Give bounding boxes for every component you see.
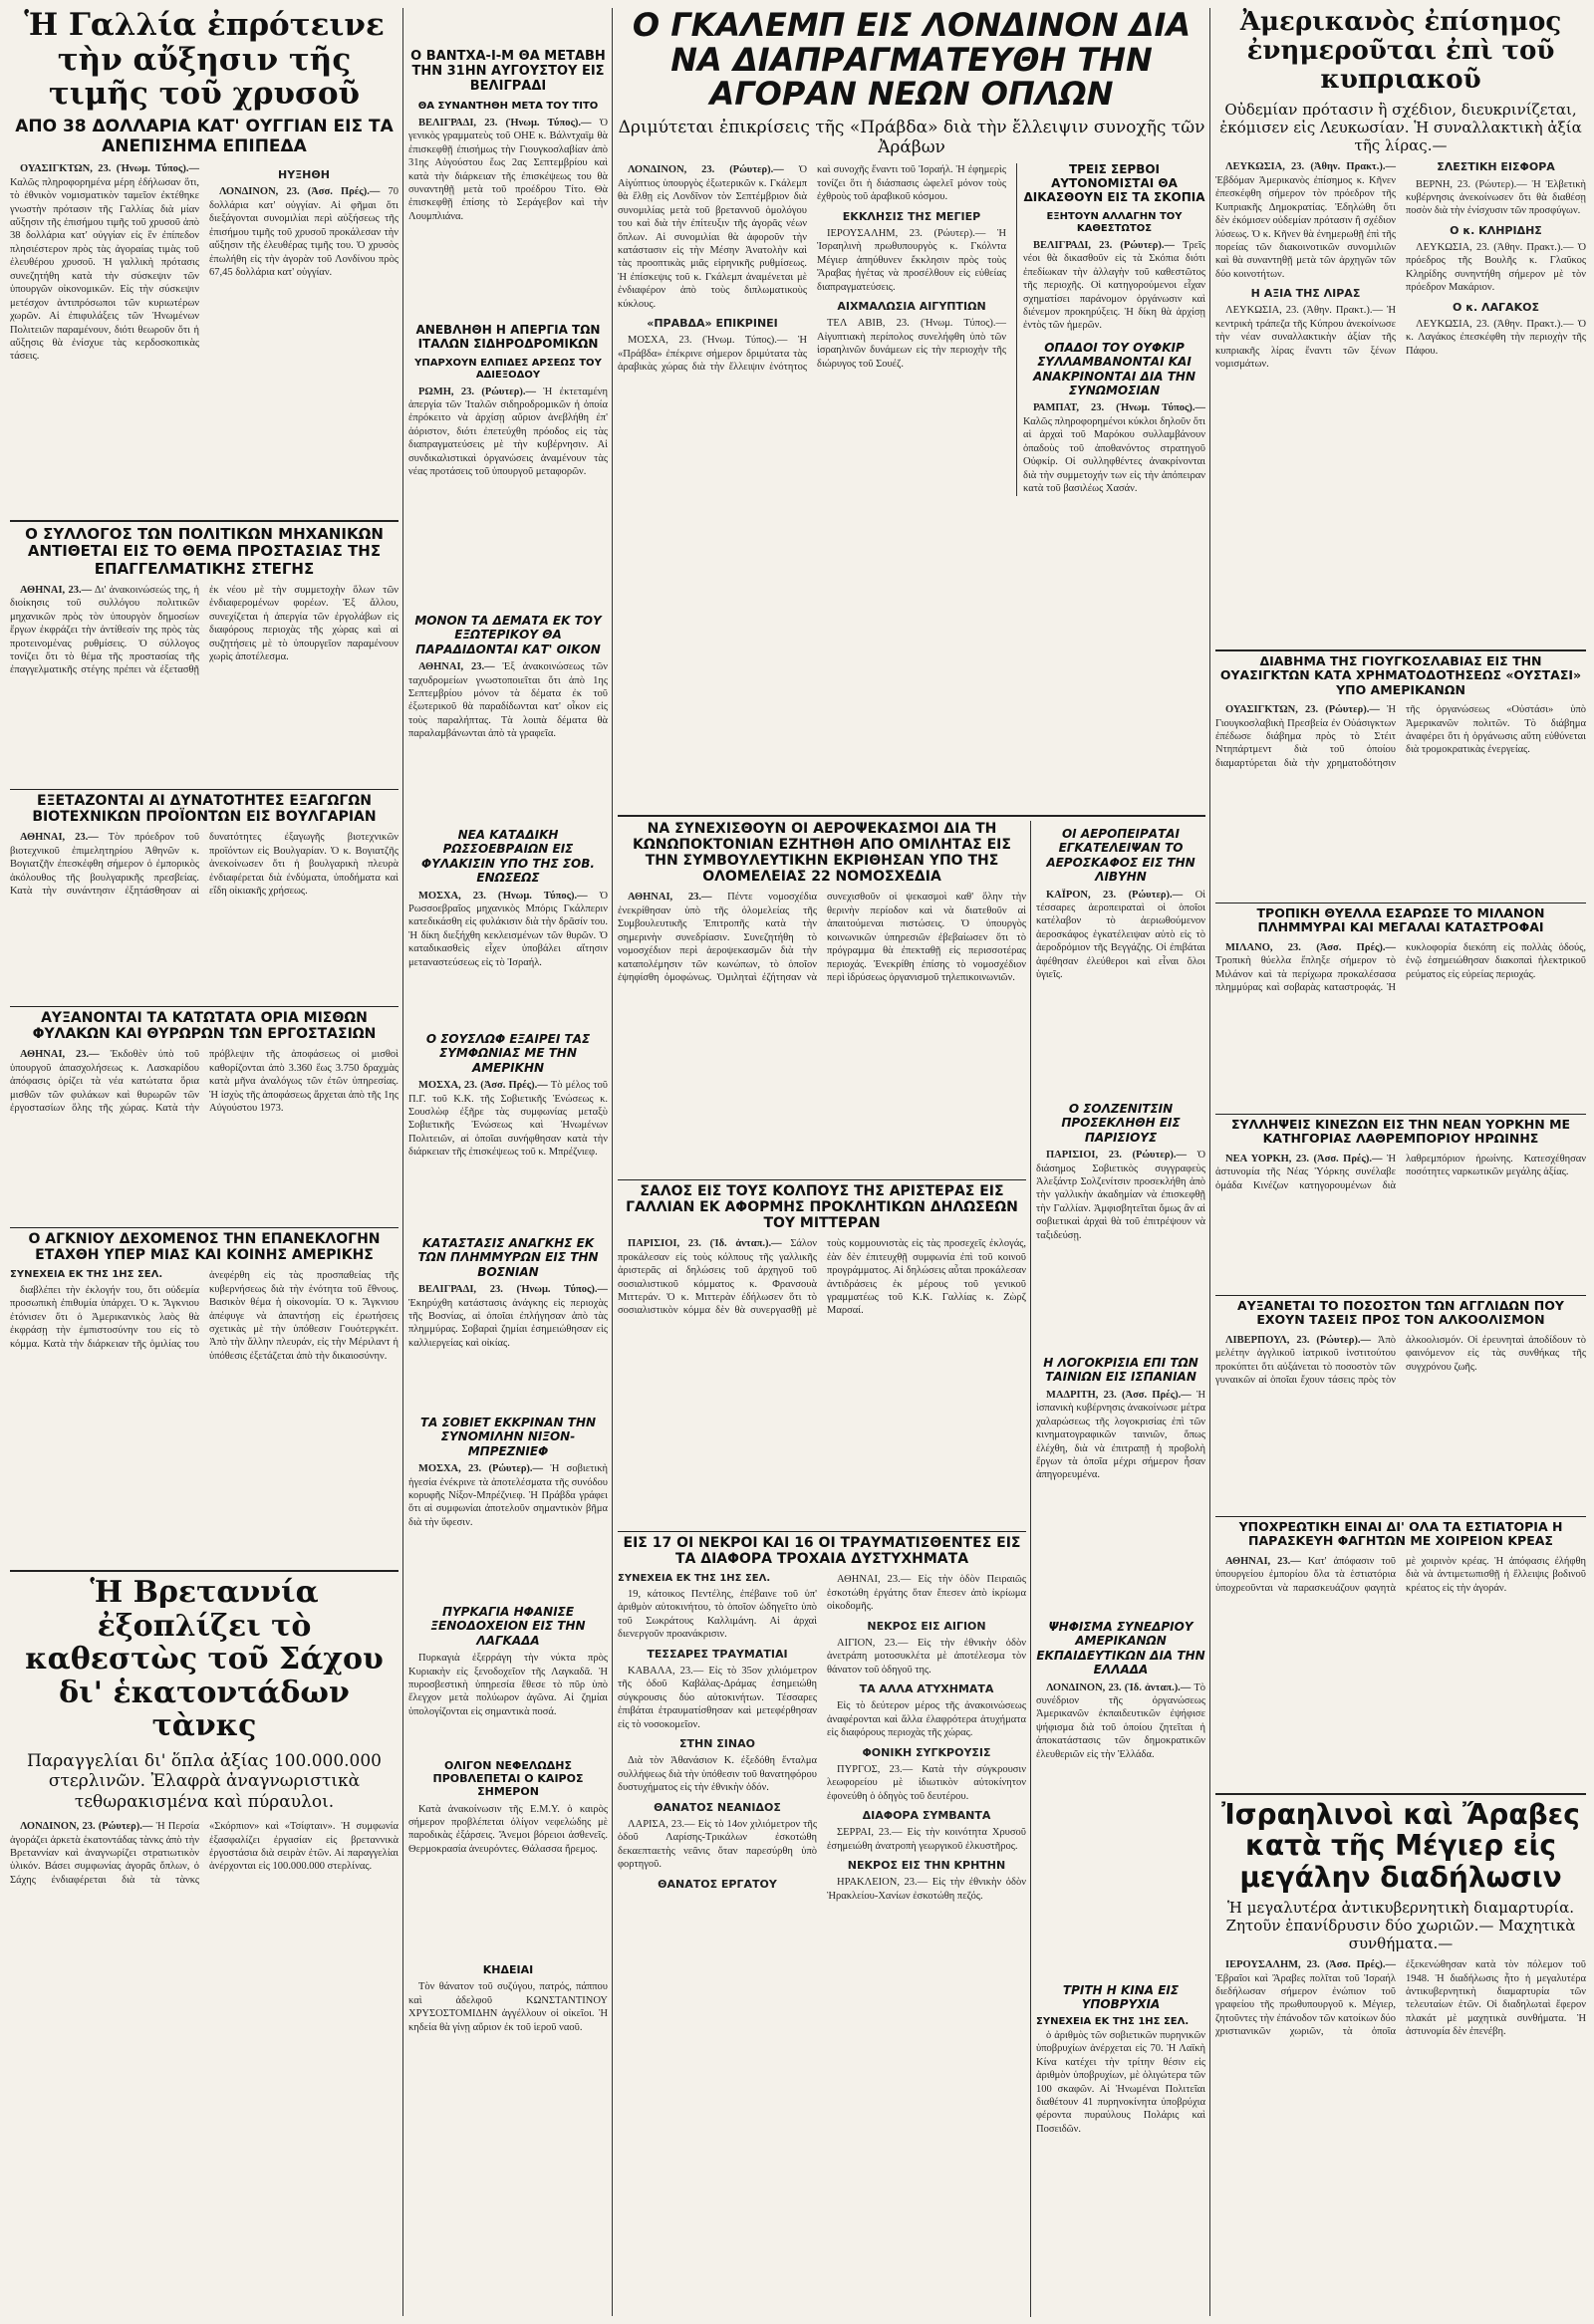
subhead-vance: ΘΑ ΣΥΝΑΝΤΗΘΗ ΜΕΤΑ ΤΟΥ ΤΙΤΟ [417, 100, 599, 112]
body10-accidents: ΗΡΑΚΛΕΙΟΝ, 23.— Εἰς τὴν ἐθνικὴν ὁδὸν Ἡρακλείου-Χανίων ἐσκοτώθη πεζός. [827, 1877, 1026, 1902]
body8-accidents: ΠΥΡΓΟΣ, 23.— Κατὰ τὴν σύγκρουσιν λεωφορείου μὲ ἰδιωτικὸν αὐτοκίνητον ἐφονεύθη ὁ ὁδηγὸς τοῦ δευτέρου. [827, 1763, 1026, 1802]
body-senate: Τὸ συνέδριον τῆς ὀργανώσεως Ἀμερικανῶν ἐκπαιδευτικῶν ἐψήφισε ψήφισμα διὰ τοῦ ὁποίου ζητεῖται ἡ ἀποκατάστασις τῶν δημοκρατικῶν ἐλευθεριῶν εἰς τὴν Ἑλλάδα. [1036, 1681, 1205, 1760]
article-fire [408, 1599, 608, 1748]
dateline-wages: ΑΘΗΝΑΙ, 23.— [20, 1049, 100, 1061]
headline-gold: Ἡ Γαλλία ἐπρότεινε τὴν αὔξησιν τῆς τιμῆς τοῦ χρυσοῦ [24, 8, 385, 113]
sub3-cyprus: ΣΛΕΣΤΙΚΗ ΕΙΣΦΟΡΑ [1437, 160, 1555, 174]
body-trade: Ἐξ ἀνακοινώσεως τῶν ταχυδρομείων γνωστοποιεῖται ὅτι ἀπὸ 1ης Σεπτεμβρίου μόνον τὰ δέματα ἐκ τοῦ ἐξωτερικοῦ θὰ παραδίδωνται κατ' οἶκον εἰς τοὺς παραλήπτας. Τὰ λοιπὰ δέματα θὰ παραλαμβάνωνται ἀπὸ τὰ γραφεῖα. [408, 661, 608, 740]
headline-fire: ΠΥΡΚΑΓΙΑ ΗΦΑΝΙΣΕ ΞΕΝΟΔΟΧΕΙΟΝ ΕΙΣ ΤΗΝ ΛΑΓΚΑΔΑ [430, 1605, 586, 1648]
article-heroin [1215, 1118, 1586, 1292]
dateline-engineers: ΑΘΗΝΑΙ, 23.— [20, 584, 93, 596]
dateline-suslov: ΜΟΣΧΑ, 23. (Ἀσσ. Πρές).— [418, 1080, 548, 1092]
headline-alcohol: ΑΥΞΑΝΕΤΑΙ ΤΟ ΠΟΣΟΣΤΟΝ ΤΩΝ ΑΓΓΛΙΔΩΝ ΠΟΥ ΕΧΟΥΝ ΤΑΣΕΙΣ ΠΡΟΣ ΤΟΝ ΑΛΚΟΟΛΙΣΜΟΝ [1237, 1299, 1564, 1328]
dateline-strike: ΡΩΜΗ, 23. (Ρώυτερ).— [418, 386, 536, 397]
dateline-gromyko: ΛΟΝΔΙΝΟΝ, 23. (Ρώυτερ).— [628, 164, 784, 176]
article-china [1036, 1977, 1205, 2316]
article-israel [1215, 1799, 1586, 2317]
dateline-censor: ΜΑΔΡΙΤΗ, 23. (Ἀσσ. Πρές).— [1046, 1389, 1192, 1401]
body3-gromyko: ΙΕΡΟΥΣΑΛΗΜ, 23. (Ρώυτερ).— Ἡ Ἰσραηλινὴ πρωθυπουργὸς κ. Γκόλντα Μέγιερ ἀπηύθυνεν ἔκκλησιν πρὸς τοὺς Ἄραβας ἡγέτας νὰ προσέλθουν εἰς εὐθείας διαπραγματεύσεις. [817, 227, 1006, 293]
article-strike [408, 324, 608, 603]
body-engineers: Δι' ἀνακοινώσεώς της, ἡ διοίκησις τοῦ συλλόγου πολιτικῶν μηχανικῶν πρὸς τὸν ὑπουργὸν δημοσίων ἔργων ἐκφράζει τὴν ἀντίθεσίν της πρὸς τὰς προτεινομένας ρυθμίσεις. Ὁ σύλλογος τονίζει ὅτι τὸ θέμα τῆς προστασίας τῆς ἐπαγγελματικῆς στέγης πρέπει νὰ ἐξετασθῇ ἐκ νέου μὲ τὴν συμμετοχὴν ὅλων τῶν ἐνδιαφερομένων φορέων. Ἐξ ἄλλου, συνεχίζεται ἡ ἀπεργία τῶν ἐργολάβων εἰς διαφόρους περιοχὰς τῆς χώρας καὶ αἱ συζητήσεις μὲ τὸ ὑπουργεῖον παραμένουν χωρὶς ἀποτέλεσμα. [10, 584, 398, 676]
headline-gromyko: Ο ΓΚΑΛΕΜΠ ΕΙΣ ΛΟΝΔΙΝΟΝ ΔΙΑ ΝΑ ΔΙΑΠΡΑΓΜΑΤΕΥΘΗ ΤΗΝ ΑΓΟΡΑΝ ΝΕΩΝ ΟΠΛΩΝ [632, 8, 1192, 114]
headline-cyprus: Ἀμερικανὸς ἐπίσημος ἐνημεροῦται ἐπὶ τοῦ κυπριακοῦ [1239, 8, 1562, 96]
dateline-solzhenitsyn: ΠΑΡΙΣΙΟΙ, 23. (Ρώυτερ).— [1046, 1150, 1188, 1162]
headline-heroin: ΣΥΛΛΗΨΕΙΣ ΚΙΝΕΖΩΝ ΕΙΣ ΤΗΝ ΝΕΑΝ ΥΟΡΚΗΝ ΜΕ ΚΑΤΗΓΟΡΙΑΣ ΛΑΘΡΕΜΠΟΡΙΟΥ ΗΡΩΙΝΗΣ [1230, 1118, 1571, 1147]
headline-exports: ΕΞΕΤΑΖΟΝΤΑΙ ΑΙ ΔΥΝΑΤΟΤΗΤΕΣ ΕΞΑΓΩΓΩΝ ΒΙΟΤΕΧΝΙΚΩΝ ΠΡΟΪΟΝΤΩΝ ΕΙΣ ΒΟΥΛΓΑΡΙΑΝ [32, 793, 377, 826]
body-accidents: 19, κάτοικος Πεντέλης, ἐπέβαινε τοῦ ὑπ' ἀριθμὸν αὐτοκινήτου, τὸ ὁποῖον ὡδηγεῖτο ὑπὸ τοῦ Σωκράτους Καλλιμάνη. Αἱ ἀρχαὶ διενεργοῦν προανάκρισιν. [618, 1588, 817, 1641]
body-alcohol: Ἀπὸ μελέτην ἀγγλικοῦ ἰατρικοῦ ἰνστιτούτου προκύπτει ὅτι αὐξάνεται τὸ ποσοστὸν τῶν γυναικῶν αἱ ὁποῖαι ἔχουν τάσεις πρὸς τὸν ἀλκοολισμόν. Οἱ ἐρευνηταὶ ἀποδίδουν τὸ φαινόμενον εἰς τὰς συνθήκας τῆς συγχρόνου ζωῆς. [1215, 1334, 1586, 1387]
article-wages [10, 1010, 398, 1224]
article-rosegardens [408, 822, 608, 1021]
body-censor: Ἡ ἰσπανικὴ κυβέρνησις ἀνακοίνωσε μέτρα χαλαρώσεως τῆς λογοκρισίας ἐπὶ τῶν κινηματογραφικῶν ταινιῶν, ὅπως ἐλέχθη, διὰ νὰ ἐπιτραπῇ ἡ προβολὴ ἔργων τὰ ὁποῖα μέχρι σήμερον ἦσαν ἀπηγορευμένα. [1036, 1389, 1205, 1481]
article-libya [1036, 821, 1205, 1090]
body7-accidents: Εἰς τὸ δεύτερον μέρος τῆς ἀνακοινώσεως ἀναφέρονται καὶ ἄλλα ἐλαφρότερα ἀτυχήματα εἰς διαφόρους περιοχὰς τῆς χώρας. [827, 1700, 1026, 1739]
sub2-cyprus: Η ΑΞΙΑ ΤΗΣ ΛΙΡΑΣ [1250, 287, 1361, 301]
body-weather: Κατὰ ἀνακοίνωσιν τῆς Ε.Μ.Υ. ὁ καιρὸς σήμερον προβλέπεται ὀλίγον νεφελώδης μὲ παροδικὰς ἐξάρσεις. Ἄνεμοι βόρειοι ἀσθενεῖς. Θερμοκρασία ἀνευρόντες. Θάλασσα ἤρεμος. [408, 1803, 608, 1855]
article-france [618, 1183, 1026, 1527]
headline-suslov: Ο ΣΟΥΣΛΩΦ ΕΞΑΙΡΕΙ ΤΑΣ ΣΥΜΦΩΝΙΑΣ ΜΕ ΤΗΝ ΑΜΕΡΙΚΗΝ [425, 1032, 591, 1075]
body4-gromyko: ΤΕΛ ΑΒΙΒ, 23. (Ἠνωμ. Τύπος).— Αἰγυπτιακὴ περίπολος συνελήφθη ὑπὸ τῶν ἰσραηλινῶν δυνάμεων εἰς τὴν περιοχὴν τῆς διώρυγος τοῦ Σουέζ. [817, 318, 1006, 370]
body-fire: Πυρκαγιὰ ἐξερράγη τὴν νύκτα πρὸς Κυριακὴν εἰς ξενοδοχεῖον τῆς Λαγκαδᾶ. Ἡ πυροσβεστικὴ ὑπηρεσία ἔθεσε τὸ πῦρ ὑπὸ ἔλεγχον μετὰ πολύωρον ἀγῶνα. Αἱ ζημίαι ὑπολογίζονται εἰς σημαντικὰ ποσά. [408, 1653, 608, 1717]
body-exports: Τὸν πρόεδρον τοῦ βιοτεχνικοῦ ἐπιμελητηρίου Ἀθηνῶν κ. Βογιατζῆν ἐπεσκέφθη σήμερον ὁ ἐμπορικὸς ἀκόλουθος τῆς βουλγαρικῆς πρεσβείας. Κατὰ τὴν συνάντησιν ἐξητάσθησαν αἱ δυνατότητες ἐξαγωγῆς βιοτεχνικῶν προϊόντων εἰς Βουλγαρίαν. Ὁ κ. Βογιατζῆς ἀνεκοίνωσεν ὅτι ἡ βουλγαρικὴ πλευρὰ ἐνδιαφέρεται διὰ ἐνδύματα, ὑποδήματα καὶ εἴδη οἰκιακῆς χρήσεως. [10, 832, 398, 897]
dateline-france: ΠΑΡΙΣΙΟΙ, 23. (Ἰδ. ἀνταπ.).— [628, 1238, 782, 1250]
headline-france: ΣΑΛΟΣ ΕΙΣ ΤΟΥΣ ΚΟΛΠΟΥΣ ΤΗΣ ΑΡΙΣΤΕΡΑΣ ΕΙΣ ΓΑΛΛΙΑΝ ΕΚ ΑΦΟΡΜΗΣ ΠΡΟΚΛΗΤΙΚΩΝ ΔΗΛΩΣΕΩΝ ΤΟΥ ΜΙΤΤΕΡΑΝ [626, 1183, 1018, 1232]
headline-solzhenitsyn: Ο ΣΟΛΖΕΝΙΤΣΙΝ ΠΡΟΣΕΚΛΗΘΗ ΕΙΣ ΠΑΡΙΣΙΟΥΣ [1061, 1102, 1181, 1145]
body2-cyprus: ΛΕΥΚΩΣΙΑ, 23. (Ἀθην. Πρακτ.).— Ἡ κεντρικὴ τράπεζα τῆς Κύπρου ἀνεκοίνωσε τὴν νέαν συναλλακτικὴν ἀξίαν τῆς κυπριακῆς λίρας ἔναντι τῶν ξένων νομισμάτων. [1215, 305, 1396, 371]
body-heroin: Ἡ ἀστυνομία τῆς Νέας Ὑόρκης συνέλαβε ὁμάδα Κινέζων κατηγορουμένων διὰ λαθρεμπόριον ἡρωίνης. Κατεσχέθησαν ποσότητες ναρκωτικῶν μεγάλης ἀξίας. [1215, 1153, 1586, 1191]
headline-yugo: ΔΙΑΒΗΜΑ ΤΗΣ ΓΙΟΥΓΚΟΣΛΑΒΙΑΣ ΕΙΣ ΤΗΝ ΟΥΑΣΙΓΚΤΩΝ ΚΑΤΑ ΧΡΗΜΑΤΟΔΟΤΗΣΕΩΣ «ΟΥΣΤΑΣΙ» ΥΠΟ ΑΜΕΡΙΚΑΝΩΝ [1219, 654, 1582, 697]
headline-trade: ΜΟΝΟΝ ΤΑ ΔΕΜΑΤΑ ΕΚ ΤΟΥ ΕΞΩΤΕΡΙΚΟΥ ΘΑ ΠΑΡΑΔΙΔΟΝΤΑΙ ΚΑΤ' ΟΙΚΟΝ [414, 614, 602, 656]
subhead-britain: Παραγγελίαι δι' ὅπλα ἀξίας 100.000.000 στερλινῶν. Ἐλαφρὰ ἀναγνωριστικὰ τεθωρακισμένα καὶ πύραυλοι. [26, 1750, 382, 1812]
body-gromyko: Ὁ Αἰγύπτιος ὑπουργὸς ἐξωτερικῶν κ. Γκάλεμπ θὰ ἔλθῃ εἰς Λονδῖνον τὸν Σεπτέμβριον διὰ συνομιλίας μετὰ τοῦ βρεταννοῦ ὁμολόγου του καὶ διὰ τὴν ἐπίτευξιν τῆς ἀγορᾶς νέων ὅπλων. Αἱ συνομιλίαι θὰ ἀφοροῦν τὴν κατάστασιν εἰς τὴν Μέσην Ἀνατολὴν καὶ τὰς προοπτικὰς μιᾶς εἰρηνικῆς ρυθμίσεως. Ἡ ἐπίσκεψις τοῦ κ. Γκάλεμπ ἀναμένεται μὲ ἐνδιαφέρον ἀπὸ τοὺς διπλωματικοὺς κύκλους. [618, 164, 807, 310]
headline-china: ΤΡΙΤΗ Η ΚΙΝΑ ΕΙΣ ΥΠΟΒΡΥΧΙΑ [1062, 1983, 1180, 2012]
article-britain [10, 1576, 398, 2313]
dateline-alcohol: ΛΙΒΕΡΠΟΥΛ, 23. (Ρώυτερ).— [1225, 1334, 1371, 1346]
headline-engineers: Ο ΣΥΛΛΟΓΟΣ ΤΩΝ ΠΟΛΙΤΙΚΩΝ ΜΗΧΑΝΙΚΩΝ ΑΝΤΙΘΕΤΑΙ ΕΙΣ ΤΟ ΘΕΜΑ ΠΡΟΣΤΑΣΙΑΣ ΤΗΣ ΕΠΑΓΓΕΛΜΑΤΙΚΗΣ ΣΤΕΓΗΣ [25, 526, 384, 578]
headline-senate: ΨΗΦΙΣΜΑ ΣΥΝΕΔΡΙΟΥ ΑΜΕΡΙΚΑΝΩΝ ΕΚΠΑΙΔΕΥΤΙΚΩΝ ΔΙΑ ΤΗΝ ΕΛΛΑΔΑ [1036, 1620, 1205, 1678]
body6-accidents: ΑΙΓΙΟΝ, 23.— Εἰς τὴν ἐθνικὴν ὁδὸν ἀνετράπη μοτοσυκλέτα μὲ ἀποτέλεσμα τὸν θάνατον τοῦ ὁδηγοῦ της. [827, 1637, 1026, 1676]
headline-aircraft: ΝΑ ΣΥΝΕΧΙΣΘΟΥΝ ΟΙ ΑΕΡΟΨΕΚΑΣΜΟΙ ΔΙΑ ΤΗ ΚΩΝΩΠΟΚΤΟΝΙΑΝ ΕΖΗΤΗΘΗ ΑΠΟ ΟΜΙΛΗΤΑΣ ΕΙΣ ΤΗΝ ΣΥΜΒΟΥΛΕΥΤΙΚΗΝ ΕΚΡΙΘΗΣΑΝ ΥΠΟ ΤΗΣ ΟΛΟΜΕΛΕΙΑΣ 22 ΝΟΜΟΣΧΕΔΙΑ [633, 821, 1011, 886]
body5-cyprus: ΛΕΥΚΩΣΙΑ, 23. (Ἀθην. Πρακτ.).— Ὁ κ. Λαγάκος ἐπεσκέφθη τὴν περιοχὴν τῆς Πάφου. [1406, 318, 1586, 357]
article-gromyko [618, 8, 1205, 815]
body3-cyprus: ΒΕΡΝΗ, 23. (Ρώυτερ).— Ἡ Ἑλβετικὴ κυβέρνησις ἀνεκοίνωσεν ὅτι θὰ διαθέσῃ ποσὸν διὰ τὴν ἐνίσχυσιν τῶν προσφύγων. [1406, 178, 1586, 217]
sub5-accidents: ΘΑΝΑΤΟΣ ΕΡΓΑΤΟΥ [658, 1877, 777, 1891]
sub6-accidents: ΝΕΚΡΟΣ ΕΙΣ ΑΙΓΙΟΝ [867, 1619, 986, 1633]
body2-gromyko: ΜΟΣΧΑ, 23. (Ἠνωμ. Τύπος).— Ἡ «Πράβδα» ἐπέκρινε σήμερον δριμύτατα τὰς ἀραβικὰς χώρας διὰ τὴν ἔλλειψιν ἑνότητος καὶ συνοχῆς ἔναντι τοῦ Ἰσραήλ. Ἡ ἐφημερὶς τονίζει ὅτι ἡ διάσπασις ὠφελεῖ μόνον τοὺς ἐχθροὺς τοῦ ἀραβικοῦ κόσμου. [618, 164, 1006, 374]
subhead-strike: ΥΠΑΡΧΟΥΝ ΕΛΠΙΔΕΣ ΑΡΣΕΩΣ ΤΟΥ ΑΔΙΕΞΟΔΟΥ [414, 357, 602, 381]
body-serbs: Τρεῖς νέοι θὰ δικασθοῦν εἰς τὰ Σκόπια διότι ἐπεδίωκαν τὴν ἀλλαγὴν τοῦ καθεστῶτος τῆς περιοχῆς. Οἱ κατηγορούμενοι εἶχαν σχηματίσει παράνομον ὀργάνωσιν καὶ διένεμον προκηρύξεις. Ἡ δίκη θὰ ἀρχίσῃ ἐντὸς τῶν ἡμερῶν. [1023, 239, 1205, 332]
article-vance [408, 50, 608, 319]
headline-agnew: Ο ΑΓΚΝΙΟΥ ΔΕΧΟΜΕΝΟΣ ΤΗΝ ΕΠΑΝΕΚΛΟΓΗΝ ΕΤΑΧΘΗ ΥΠΕΡ ΜΙΑΣ ΚΑΙ ΚΟΙΝΗΣ ΑΜΕΡΙΚΗΣ [28, 1231, 381, 1264]
body9-accidents: ΣΕΡΡΑΙ, 23.— Εἰς τὴν κοινότητα Χρυσοῦ ἐσημειώθη ἀνατροπὴ γεωργικοῦ ἐλκυστῆρος. [827, 1827, 1026, 1852]
sub3-accidents: ΣΤΗΝ ΣΙΝΑΟ [679, 1737, 755, 1751]
subhead4-gromyko: ΑΙΧΜΑΛΩΣΙΑ ΑΙΓΥΠΤΙΩΝ [837, 300, 986, 314]
dateline-soviet: ΜΟΣΧΑ, 23. (Ρώυτερ).— [418, 1463, 544, 1475]
headline-weather: ΟΛΙΓΟΝ ΝΕΦΕΛΩΔΗΣ ΠΡΟΒΛΕΠΕΤΑΙ Ο ΚΑΙΡΟΣ ΣΗΜΕΡΟΝ [432, 1759, 584, 1799]
article-ufir [1023, 341, 1205, 496]
subhead-gold: ΑΠΟ 38 ΔΟΛΛΑΡΙΑ ΚΑΤ' ΟΥΓΓΙΑΝ ΕΙΣ ΤΑ ΑΝΕΠΙΣΗΜΑ ΕΠΙΠΕΔΑ [15, 117, 394, 156]
dateline-exports: ΑΘΗΝΑΙ, 23.— [20, 832, 99, 844]
headline-israel: Ἰσραηλινοὶ καὶ Ἄραβες κατὰ τῆς Μέγιερ εἰς μεγάλην διαδήλωσιν [1221, 1799, 1580, 1894]
dateline-libya: ΚΑΪΡΟΝ, 23. (Ρώυτερ).— [1046, 889, 1184, 901]
body-agnew: διαβλέπει τὴν ἐκλογήν του, ὅτι οὐδεμία προσωπικὴ ἐπιθυμία ὑπάρχει. Ὁ κ. Ἄγκνιου ἐτόνισεν ὅτι ὁ Ἀμερικανικὸς λαὸς θὰ ἐκφράσῃ τὴν ἐμπιστοσύνην του εἰς τὸ κόμμα. Κατὰ τὴν διάρκειαν τῆς ὁμιλίας του ἀνεφέρθη εἰς τὰς προσπαθείας τῆς κυβερνήσεως διὰ τὴν ἑνότητα τοῦ ἔθνους. Βασικὸν θέμα ἡ οἰκονομία. Ὁ κ. Ἄγκνιου ἀπέφυγε νὰ ἀπαντήσῃ εἰς ἐρωτήσεις σχετικὰς μὲ τὴν ὑπόθεσιν Γουότεργκέιτ. Ἀπὸ τὴν ἄλλην πλευράν, εἰς τὴν Μέριλαντ ἡ ὑπόθεσις ἐξετάζεται ἀπὸ τὴν δικαιοσύνην. [10, 1270, 398, 1362]
headline-vance: Ο ΒΑΝΤΧΑ-Ι-Μ ΘΑ ΜΕΤΑΒΗ ΤΗΝ 31ΗΝ ΑΥΓΟΥΣΤΟΥ ΕΙΣ ΒΕΛΙΓΡΑΔΙ [410, 50, 606, 94]
headline-serbs: ΤΡΕΙΣ ΣΕΡΒΟΙ ΑΥΤΟΝΟΜΙΣΤΑΙ ΘΑ ΔΙΚΑΣΘΟΥΝ ΕΙΣ ΤΑ ΣΚΟΠΙΑ [1023, 162, 1205, 205]
article-exports [10, 793, 398, 1002]
dateline-trade: ΑΘΗΝΑΙ, 23.— [418, 661, 495, 673]
body-britain: Ἡ Περσία ἀγοράζει ἀρκετὰ ἑκατοντάδας τὰνκς ἀπὸ τὴν Βρεταννίαν καὶ ἀναγνωρίζει στρατιωτικὸν ὑλικόν. Βάσει συμφωνίας ἀγορᾶς ὅπλων, ὁ Σάχης ἐνδιαφέρεται διὰ τὰ τὰνκς «Σκόρπιον» καὶ «Τσίφταιν». Ἡ συμφωνία ἐξασφαλίζει ἐργασίαν εἰς βρεταννικὰ ἐργοστάσια διὰ σειρὰν ἐτῶν. Αἱ παραγγελίαι ἀνέρχονται εἰς 100.000.000 στερλίνας. [10, 1821, 398, 1886]
body-strike: Ἡ ἐκτεταμένη ἀπεργία τῶν Ἰταλῶν σιδηροδρομικῶν ἡ ὁποία ἐπρόκειτο νὰ ἀρχίσῃ αὔριον ἀνεβλήθη ἐπ' ἀόριστον, διότι ἐπετεύχθη πρόοδος εἰς τὰς διαπραγματεύσεις μὲ τὴν κυβέρνησιν. Αἱ συνδικαλιστικαὶ ὀργανώσεις ἀναμένουν τὰς νέας προτάσεις τοῦ ὑπουργοῦ μεταφορῶν. [408, 386, 608, 478]
article-bosnia [408, 1230, 608, 1405]
dateline-cyprus: ΛΕΥΚΩΣΙΑ, 23. (Ἀθην. Πρακτ.).— [1225, 161, 1396, 173]
dateline-britain: ΛΟΝΔΙΝΟΝ, 23. (Ρώυτερ).— [20, 1821, 153, 1833]
body-soviet: Ἡ σοβιετικὴ ἡγεσία ἐνέκρινε τὰ ἀποτελέσματα τῆς συνόδου κορυφῆς Νίξον-Μπρέζνιεφ. Ἡ Πράβδα γράφει ὅτι αἱ συμφωνίαι ἀποτελοῦν σημαντικὸν βῆμα διὰ τὴν ὕφεσιν. [408, 1463, 608, 1528]
article-trade [408, 608, 608, 817]
body3-accidents: Διὰ τὸν Ἀθανάσιον Κ. ἐξεδόθη ἔνταλμα συλλήψεως διὰ τὴν ὑπόθεσιν τοῦ θανατηφόρου δυστυχήματος εἰς τὴν ἐθνικὴν ὁδόν. [618, 1755, 817, 1794]
dateline-senate: ΛΟΝΔΙΝΟΝ, 23. (Ἰδ. ἀνταπ.).— [1046, 1681, 1192, 1693]
body-funeral: Τὸν θάνατον τοῦ συζύγου, πατρός, πάππου καὶ ἀδελφοῦ ΚΩΝΣΤΑΝΤΙΝΟΥ ΧΡΥΣΟΣΤΟΜΙΔΗΝ ἀγγέλλουν οἱ οἰκεῖοι. Ἡ κηδεία θὰ γίνῃ αὔριον ἐκ τοῦ ἱεροῦ ναοῦ. [408, 1981, 608, 2033]
subhead-gromyko: Δριμύτεται ἐπικρίσεις τῆς «Πράβδα» διὰ τὴν ἔλλειψιν συνοχῆς τῶν Ἀράβων [618, 117, 1205, 158]
sub10-accidents: ΝΕΚΡΟΣ ΕΙΣ ΤΗΝ ΚΡΗΤΗΝ [847, 1859, 1006, 1873]
headline-bosnia: ΚΑΤΑΣΤΑΣΙΣ ΑΝΑΓΚΗΣ ΕΚ ΤΩΝ ΠΛΗΜΜΥΡΩΝ ΕΙΣ ΤΗΝ ΒΟΣΝΙΑΝ [417, 1236, 599, 1279]
continued-agnew: ΣΥΝΕΧΕΙΑ ΕΚ ΤΗΣ 1ΗΣ ΣΕΛ. [10, 1269, 163, 1281]
dateline-rosegardens: ΜΟΣΧΑ, 23. (Ἠνωμ. Τύπος).— [418, 890, 588, 902]
headline-soviet: ΤΑ ΣΟΒΙΕΤ ΕΚΚΡΙΝΑΝ ΤΗΝ ΣΥΝΟΜΙΛΗΝ ΝΙΞΟΝ-ΜΠΡΕΖΝΙΕΦ [419, 1416, 597, 1458]
headline-funeral: ΚΗΔΕΙΑΙ [482, 1963, 534, 1976]
article-agnew [10, 1231, 398, 1565]
dateline-israel: ΙΕΡΟΥΣΑΛΗΜ, 23. (Ἀσσ. Πρές).— [1225, 1959, 1396, 1971]
article-serbs [1023, 163, 1205, 332]
body-china: ὁ ἀριθμὸς τῶν σοβιετικῶν πυρηνικῶν ὑποβρυχίων ἀνέρχεται εἰς 70. Ἡ Λαϊκὴ Κίνα κατέχει τὴν τρίτην θέσιν εἰς ἀριθμὸν ὑποβρυχίων, μὲ ὁλιγώτερα τῶν 100 σκαφῶν. Αἱ Ἡνωμέναι Πολιτεῖαι διαθέτουν 41 πυρηνοκίνητα ὑποβρύχια φέροντα πυραύλους Πολάρις καὶ Ποσειδῶν. [1036, 2029, 1205, 2135]
article-aircraft [618, 821, 1026, 1175]
sub4-accidents: ΘΑΝΑΤΟΣ ΝΕΑΝΙΔΟΣ [654, 1800, 781, 1814]
sub2-accidents: ΤΕΣΣΑΡΕΣ ΤΡΑΥΜΑΤΙΑΙ [647, 1647, 788, 1661]
dateline-ufir: ΡΑΜΠΑΤ, 23. (Ἠνωμ. Τύπος).— [1033, 402, 1205, 414]
body-rosegardens: Ὁ Ρωσσοεβραῖος μηχανικὸς Μπόρις Γκάλπεριν κατεδικάσθη εἰς φυλάκισιν διὰ τὴν δρᾶσίν του. Ἡ δίκη διεξήχθη κεκλεισμένων τῶν θυρῶν. Ὁ καταδικασθεὶς εἶχεν ὑποβάλει αἴτησιν μεταναστεύσεως εἰς τὸ Ἰσραήλ. [408, 890, 608, 968]
article-engineers [10, 526, 398, 785]
body-gold: Καλῶς πληροφορημένα μέρη ἐδήλωσαν ὅτι, τὸ ἐθνικὸν νομισματικὸν ταμεῖον ἐκτέθηκε γνωστὴν πρότασιν τῆς Γαλλίας διὰ μίαν αὔξησιν τῆς ἐπισήμου τιμῆς τοῦ χρυσοῦ ἀπὸ 38 δολλάρια κατ' οὐγγίαν εἰς ἓν ἐπίπεδον πλησιέστερον πρὸς τὰς ἀγοραίας τιμὰς τοῦ ἐλευθέρου χρυσοῦ. Ἡ γαλλικὴ πρότασις συνεζητήθη κατὰ τὴν σύσκεψιν τῶν ὑπουργῶν οἰκονομικῶν. Εἰς τὴν σύσκεψιν μετέσχον ἀντιπρόσωποι τῶν κυριωτέρων χωρῶν. Αἱ ἐπιφυλάξεις τῶν Ἡνωμένων Πολιτειῶν παραμένουν, διότι θεωροῦν ὅτι ἡ αὔξησις θὰ ἐνίσχυε τὰς κερδοσκοπικὰς τάσεις. [10, 176, 199, 363]
subhead2-gromyko: «ΠΡΑΒΔΑ» ΕΠΙΚΡΙΝΕΙ [647, 317, 778, 331]
article-gold [10, 8, 398, 516]
dateline-gold: ΟΥΑΣΙΓΚΤΩΝ, 23. (Ἠνωμ. Τύπος).— [20, 163, 199, 175]
subhead-cyprus: Οὐδεμίαν πρότασιν ἢ σχέδιον, διευκρινίζεται, ἐκόμισεν εἰς Λευκωσίαν. Ἡ συναλλακτικὴ ἀξία τῆς λίρας.— [1219, 101, 1582, 155]
body-suslov: Τὸ μέλος τοῦ Π.Γ. τοῦ Κ.Κ. τῆς Σοβιετικῆς Ἑνώσεως κ. Σουσλὼφ ἐξῆρε τὰς συμφωνίας μεταξὺ Σοβιετικῆς Ἑνώσεως καὶ Ἡνωμένων Πολιτειῶν, αἱ ὁποῖαι συνήφθησαν κατὰ τὴν διάρκειαν τῆς ἐπισκέψεως τοῦ κ. Μπρέζνιεφ. [408, 1080, 608, 1159]
article-soviet [408, 1410, 608, 1594]
article-senate [1036, 1614, 1205, 1972]
subhead-serbs: ΕΞΗΤΟΥΝ ΑΛΛΑΓΗΝ ΤΟΥ ΚΑΘΕΣΤΩΤΟΣ [1046, 210, 1183, 234]
article-alcohol [1215, 1299, 1586, 1513]
dateline-aircraft: ΑΘΗΝΑΙ, 23.— [628, 892, 712, 904]
continued-accidents: ΣΥΝΕΧΕΙΑ ΕΚ ΤΗΣ 1ΗΣ ΣΕΛ. [618, 1573, 771, 1585]
article-funeral [408, 1957, 608, 2316]
dateline-heroin: ΝΕΑ ΥΟΡΚΗ, 23. (Ἀσσ. Πρές).— [1225, 1153, 1383, 1164]
dateline-vance: ΒΕΛΙΓΡΑΔΙ, 23. (Ἠνωμ. Τύπος).— [418, 117, 592, 129]
dateline-bosnia: ΒΕΛΙΓΡΑΔΙ, 23. (Ἠνωμ. Τύπος).— [418, 1284, 608, 1296]
body-pork: Κατ' ἀπόφασιν τοῦ ὑπουργείου ἐμπορίου ὅλα τὰ ἑστιατόρια ὑποχρεοῦνται νὰ παρασκευάζουν φαγητὰ μὲ χοιρινὸν κρέας. Ἡ ἀπόφασις ἐλήφθη διὰ νὰ ἀντιμετωπισθῇ ἡ ἔλλειψις βοδινοῦ κρέατος εἰς τὴν ἀγοράν. [1215, 1555, 1586, 1594]
headline-wages: ΑΥΞΑΝΟΝΤΑΙ ΤΑ ΚΑΤΩΤΑΤΑ ΟΡΙΑ ΜΙΣΘΩΝ ΦΥΛΑΚΩΝ ΚΑΙ ΘΥΡΩΡΩΝ ΤΩΝ ΕΡΓΟΣΤΑΣΙΩΝ [32, 1010, 377, 1043]
continued-china: ΣΥΝΕΧΕΙΑ ΕΚ ΤΗΣ 1ΗΣ ΣΕΛ. [1036, 2015, 1190, 2027]
headline-milan: ΤΡΟΠΙΚΗ ΘΥΕΛΛΑ ΕΣΑΡΩΣΕ ΤΟ ΜΙΛΑΝΟΝ ΠΛΗΜΜΥΡΑΙ ΚΑΙ ΜΕΓΑΛΑΙ ΚΑΤΑΣΤΡΟΦΑΙ [1256, 906, 1545, 935]
body-aircraft: Πέντε νομοσχέδια ἐνεκρίθησαν ὑπὸ τῆς ὁλομελείας τῆς Συμβουλευτικῆς Ἐπιτροπῆς κατὰ τὴν σημερινὴν συνεδρίασιν. Συνεζητήθη τὸ νομοσχέδιον περὶ ἀεροψεκασμῶν διὰ τὴν καταπολέμησιν τῶν κωνώπων, τὸ ὁποῖον ἐψηφίσθη ὁμοφώνως. Ὁμιληταὶ ἐζήτησαν νὰ συνεχισθοῦν οἱ ψεκασμοὶ καθ' ὅλην τὴν θερινὴν περίοδον καὶ νὰ διατεθοῦν αἱ ἀπαιτούμεναι πιστώσεις. Ὁ ὑπουργὸς κοινωνικῶν ὑπηρεσιῶν ἐβεβαίωσεν ὅτι τὸ πρόγραμμα θὰ ἐπεκταθῇ εἰς περισσοτέρας περιοχάς. Ἐνεκρίθη ἐπίσης τὸ νομοσχέδιον περὶ ἱδρύσεως ὀργανισμοῦ τηλεπικοινωνιῶν. [618, 892, 1026, 983]
headline-censor: Η ΛΟΓΟΚΡΙΣΙΑ ΕΠΙ ΤΩΝ ΤΑΙΝΙΩΝ ΕΙΣ ΙΣΠΑΝΙΑΝ [1043, 1356, 1198, 1385]
side-dateline-gold: ΛΟΝΔΙΝΟΝ, 23. (Ἀσσ. Πρές).— [219, 186, 381, 198]
subhead3-gromyko: ΕΚΚΛΗΣΙΣ ΤΗΣ ΜΕΓΙΕΡ [842, 209, 981, 223]
body-libya: Οἱ τέσσαρες ἀεροπειραταὶ οἱ ὁποῖοι κατέλαβον τὸ ἀεριωθούμενον ἀεροσκάφος ἐγκατέλειψαν αὐτὸ εἰς τὸ ἀεροδρόμιον τῆς Βεγγάζης. Οἱ ἐπιβάται ἀφέθησαν ἐλεύθεροι καὶ εἶναι ὅλοι ὑγιεῖς. [1036, 889, 1205, 981]
sub4-cyprus: Ο κ. ΚΛΗΡΙΔΗΣ [1450, 223, 1542, 237]
body-israel: Ἑβραῖοι καὶ Ἄραβες πολῖται τοῦ Ἰσραήλ διεδήλωσαν σήμερον ἐνώπιον τοῦ γραφείου τῆς πρωθυπουργοῦ κ. Μέγιερ, ζητοῦντες τὴν ἐπάνοδον τῶν κατοίκων δύο χριστιανικῶν χωριῶν, τὰ ὁποῖα ἐξεκενώθησαν κατὰ τὸν πόλεμον τοῦ 1948. Ἡ διαδήλωσις ἦτο ἡ μεγαλυτέρα ἀντικυβερνητικὴ διαμαρτυρία τῶν τελευταίων ἐτῶν. Οἱ διαδηλωταὶ ἔφερον πλακάτ μὲ μαχητικὰ συνθήματα. Ἡ ἀστυνομία δὲν ἐπενέβη. [1215, 1959, 1586, 2038]
headline-rosegardens: ΝΕΑ ΚΑΤΑΔΙΚΗ ΡΩΣΣΟΕΒΡΑΙΩΝ ΕΙΣ ΦΥΛΑΚΙΣΙΝ ΥΠΟ ΤΗΣ ΣΟΒ. ΕΝΩΣΕΩΣ [421, 828, 595, 886]
body-cyprus: Ἐβδόμαν Ἀμερικανὸς ἐπίσημος κ. Κῆνεν ἐπεσκέφθη σήμερον τὸν πρόεδρον τῆς Κυπριακῆς Δημοκρατίας. Ἐδηλώθη ὅτι δὲν ἐκόμισεν οὐδεμίαν πρότασιν ἢ σχέδιον λύσεως. Ὁ κ. Κῆνεν θὰ ἐνημερωθῇ ἐπὶ τῆς πορείας τῶν διακοινοτικῶν συνομιλιῶν καὶ θὰ συναντηθῇ μετὰ τῶν ἀρχηγῶν τῶν δύο κοινοτήτων. [1215, 174, 1396, 280]
article-censor [1036, 1350, 1205, 1609]
headline-accidents: ΕΙΣ 17 ΟΙ ΝΕΚΡΟΙ ΚΑΙ 16 ΟΙ ΤΡΑΥΜΑΤΙΣΘΕΝΤΕΣ ΕΙΣ ΤΑ ΔΙΑΦΟΡΑ ΤΡΟΧΑΙΑ ΔΥΣΤΥΧΗΜΑΤΑ [623, 1535, 1021, 1568]
body-wages: Ἐκδοθὲν ὑπὸ τοῦ ὑπουργοῦ ἀπασχολήσεως κ. Λασκαρίδου ἀπόφασις ὁρίζει τὰ νέα κατώτατα ὅρια μισθῶν τῶν φυλάκων καὶ θυρωρῶν τῶν ἐργοστασίων ὅλης τῆς χώρας. Κατὰ τὴν πρόβλεψιν τῆς ἀποφάσεως οἱ μισθοὶ καθορίζονται ἀπὸ 3.360 ἕως 3.750 δραχμὰς κατὰ μῆνα ἀναλόγως τῶν ἐτῶν ὑπηρεσίας. Ἡ ἰσχὺς τῆς ἀποφάσεως ἄρχεται ἀπὸ τῆς 1ης Αὐγούστου 1973. [10, 1049, 398, 1114]
side-body-gold: 70 δολλάρια κατ' οὐγγίαν. Αἱ φῆμαι ὅτι διεξάγονται συνομιλίαι περὶ αὐξήσεως τῆς ἐπισήμου τιμῆς τοῦ χρυσοῦ προκάλεσαν τὴν αὔξησιν τῆς ἐλευθέρας τιμῆς του. Ὁ χρυσὸς ἐπωλήθη εἰς τὴν ἀγορὰν τοῦ Λονδίνου πρὸς 67,45 δολλάρια κατ' οὐγγίαν. [209, 186, 398, 279]
dateline-pork: ΑΘΗΝΑΙ, 23.— [1225, 1555, 1301, 1567]
body4-cyprus: ΛΕΥΚΩΣΙΑ, 23. (Ἀθην. Πρακτ.).— Ὁ πρόεδρος τῆς Βουλῆς κ. Γλαῦκος Κληρίδης συνηντήθη σήμερον μὲ τὸν πρόεδρον Μακάριον. [1406, 242, 1586, 294]
dateline-milan: ΜΙΛΑΝΟ, 23. (Ἀσσ. Πρές).— [1225, 941, 1396, 953]
body-vance: Ὁ γενικὸς γραμματεὺς τοῦ ΟΗΕ κ. Βάλντχαϊμ θὰ ἐπισκεφθῇ ἐπισήμως τὴν Γιουγκοσλαβίαν ἀπὸ 31ης Αὐγούστου ἕως 2ας Σεπτεμβρίου καὶ κατὰ τὴν διάρκειαν τῆς ἐπισκέψεως του θὰ συναντηθῇ μετὰ τοῦ προέδρου Τίτο. Θὰ ἐπισκεφθῇ ἐπίσης τὸ Σεράγεβον καὶ τὴν Λουμπλιάνα. [408, 117, 608, 222]
body5-accidents: ΑΘΗΝΑΙ, 23.— Εἰς τὴν ὁδὸν Πειραιῶς ἐσκοτώθη ἐργάτης ὅταν ἔπεσεν ἀπὸ ἰκρίωμα οἰκοδομῆς. [827, 1574, 1026, 1613]
sub8-accidents: ΦΟΝΙΚΗ ΣΥΓΚΡΟΥΣΙΣ [862, 1745, 991, 1759]
article-solzhenitsyn [1036, 1096, 1205, 1345]
body2-accidents: ΚΑΒΑΛΑ, 23.— Εἰς τὸ 35ον χιλιόμετρον τῆς ὁδοῦ Καβάλας-Δράμας ἐσημειώθη σύγκρουσις δύο αὐτοκινήτων. Τέσσαρες ἐπιβάται ἐτραυματίσθησαν καὶ μετεφέρθησαν εἰς τὸ νοσοκομεῖον. [618, 1665, 817, 1730]
headline-strike: ΑΝΕΒΛΗΘΗ Η ΑΠΕΡΓΙΑ ΤΩΝ ΙΤΑΛΩΝ ΣΙΔΗΡΟΔΡΟΜΙΚΩΝ [415, 324, 601, 351]
body-yugo: Ἡ Γιουγκοσλαβικὴ Πρεσβεία ἐν Οὐάσιγκτων ἐπέδωσε διάβημα πρὸς τὸ Στέιτ Ντηπάρτμεντ διὰ τοῦ ὁποίου διαμαρτύρεται διὰ τὴν χρηματοδότησιν τῆς ὀργανώσεως «Οὐστάσι» ὑπὸ Ἀμερικανῶν πολιτῶν. Τὸ διάβημα ἀναφέρει ὅτι ἡ ὀργάνωσις αὕτη εὐθύνεται διὰ τρομοκρατικὰς ἐνεργείας. [1215, 704, 1586, 769]
article-suslov [408, 1026, 608, 1225]
sub5-cyprus: Ο κ. ΛΑΓΑΚΟΣ [1453, 300, 1539, 314]
body-france: Σάλον προκάλεσαν εἰς τοὺς κόλπους τῆς γαλλικῆς ἀριστερᾶς αἱ δηλώσεις τοῦ ἀρχηγοῦ τοῦ σοσιαλιστικοῦ κόμματος κ. Φρανσουὰ Μιττεράν. Ὁ κ. Μιττερὰν ἐδήλωσεν ὅτι τὸ σοσιαλιστικὸν κόμμα δὲν θὰ συνεργασθῇ μὲ τοὺς κομμουνιστὰς εἰς τὰς προσεχεῖς ἐκλογάς, ἐὰν δὲν ἐπιτευχθῇ συμφωνία ἐπὶ τοῦ κοινοῦ προγράμματος. Αἱ δηλώσεις αὗται προκάλεσαν ἀντιδράσεις ἐκ μέρους τοῦ γενικοῦ γραμματέως τοῦ Κ.Κ. Γαλλίας κ. Ζὼρζ Μαρσαί. [618, 1238, 1026, 1317]
body-milan: Τροπικὴ θύελλα ἔπληξε σήμερον τὸ Μιλάνον καὶ τὰ περίχωρα προκαλέσασα πλημμύρας καὶ σοβαρὰς καταστροφάς. Ἡ κυκλοφορία διεκόπη εἰς πολλὰς ὁδούς, ἐνῷ ἐσημειώθησαν διακοπαὶ ἠλεκτρικοῦ ρεύματος εἰς εὐρείας περιοχάς. [1215, 941, 1586, 994]
headline-libya: ΟΙ ΑΕΡΟΠΕΙΡΑΤΑΙ ΕΓΚΑΤΕΛΕΙΨΑΝ ΤΟ ΑΕΡΟΣΚΑΦΟΣ ΕΙΣ ΤΗΝ ΛΙΒΥΗΝ [1046, 827, 1196, 885]
article-accidents [618, 1535, 1026, 2317]
side-heading-gold: ΗΥΞΗΘΗ [278, 168, 330, 182]
body4-accidents: ΛΑΡΙΣΑ, 23.— Εἰς τὸ 14ον χιλιόμετρον τῆς ὁδοῦ Λαρίσης-Τρικάλων ἐσκοτώθη δεκαεπταετὴς νεᾶνις ὅταν παρεσύρθη ὑπὸ φορτηγοῦ. [618, 1818, 817, 1871]
body-solzhenitsyn: Ὁ διάσημος Σοβιετικὸς συγγραφεὺς Ἀλεξάντρ Σολζενίτσιν προσεκλήθη ἀπὸ τὴν γαλλικὴν ἀκαδημίαν νὰ ἐπισκεφθῇ τὴν Γαλλίαν. Ἀμφισβητεῖται ὅμως ἂν αἱ σοβιετικαὶ ἀρχαὶ θὰ τοῦ ἐπιτρέψουν νὰ ταξιδεύσῃ. [1036, 1150, 1205, 1241]
headline-pork: ΥΠΟΧΡΕΩΤΙΚΗ ΕΙΝΑΙ ΔΙ' ΟΛΑ ΤΑ ΕΣΤΙΑΤΟΡΙΑ Η ΠΑΡΑΣΚΕΥΗ ΦΑΓΗΤΩΝ ΜΕ ΧΟΙΡΕΙΟΝ ΚΡΕΑΣ [1238, 1520, 1563, 1549]
sub9-accidents: ΔΙΑΦΟΡΑ ΣΥΜΒΑΝΤΑ [862, 1809, 991, 1822]
body-bosnia: Ἐκηρύχθη κατάστασις ἀνάγκης εἰς περιοχὰς τῆς Βοσνίας, αἱ ὁποῖαι ἐπλήγησαν ἀπὸ τὰς πλημμύρας. Σοβαραὶ ζημίαι ἐσημειώθησαν εἰς καλλιεργείας καὶ οἰκίας. [408, 1297, 608, 1349]
headline-britain: Ἡ Βρεταννία ἐξοπλίζει τὸ καθεστὼς τοῦ Σάχου δι' ἑκατοντάδων τὰνκς [25, 1576, 384, 1744]
dateline-serbs: ΒΕΛΙΓΡΑΔΙ, 23. (Ρώυτερ).— [1033, 239, 1176, 251]
article-yugo [1215, 654, 1586, 899]
article-pork [1215, 1520, 1586, 1789]
body-ufir: Καλῶς πληροφορημένοι κύκλοι δηλοῦν ὅτι αἱ ἀρχαὶ τοῦ Μαρόκου συλλαμβάνουν ὀπαδοὺς τοῦ ἀποθανόντος στρατηγοῦ Οὐφκίρ. Οἱ συλληφθέντες ἀνακρίνονται διὰ τὴν συμμετοχήν των εἰς τὴν ἀπόπειραν κατὰ τοῦ βασιλέως Χασάν. [1023, 415, 1205, 495]
article-weather [408, 1753, 608, 1952]
sub7-accidents: ΤΑ ΑΛΛΑ ΑΤΥΧΗΜΑΤΑ [859, 1682, 994, 1695]
dateline-yugo: ΟΥΑΣΙΓΚΤΩΝ, 23. (Ρώυτερ).— [1225, 704, 1380, 716]
article-cyprus [1215, 8, 1586, 646]
article-milan [1215, 906, 1586, 1111]
headline-ufir: ΟΠΑΔΟΙ ΤΟΥ ΟΥΦΚΙΡ ΣΥΛΛΑΜΒΑΝΟΝΤΑΙ ΚΑΙ ΑΝΑΚΡΙΝΟΝΤΑΙ ΔΙΑ ΤΗΝ ΣΥΝΩΜΟΣΙΑΝ [1032, 340, 1196, 398]
subhead-israel: Ἡ μεγαλυτέρα ἀντικυβερνητικὴ διαμαρτυρία. Ζητοῦν ἐπανίδρυσιν δύο χωριῶν.— Μαχητικὰ συνθήματα.— [1225, 1899, 1576, 1953]
